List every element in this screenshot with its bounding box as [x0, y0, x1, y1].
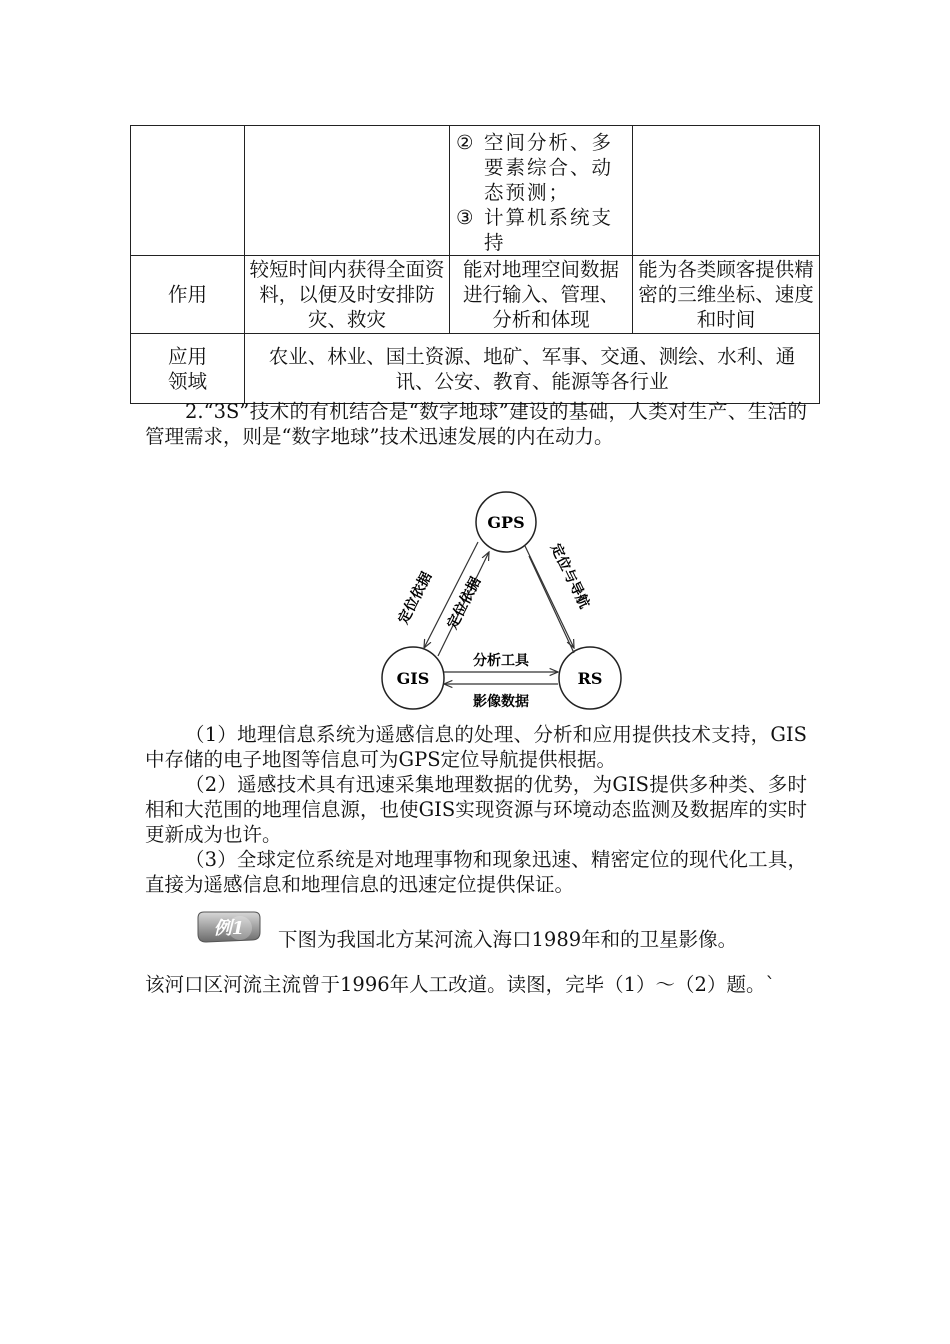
list-number: ②	[456, 131, 474, 154]
paragraph: （2）遥感技术具有迅速采集地理数据的优势，为GIS提供多种类、多时相和大范围的地理信息源，也使GIS实现资源与环境动态监测及数据库的实时更新成为也许。	[145, 773, 807, 846]
list-item	[456, 130, 626, 205]
example-badge	[196, 910, 262, 944]
gis-label: GIS	[396, 669, 430, 688]
table-row	[131, 126, 820, 256]
paragraph: （3）全球定位系统是对地理事物和现象迅速、精密定位的现代化工具，直接为遥感信息和地理信息的迅速定位提供保证。	[145, 848, 807, 896]
image-data-label: 影像数据	[473, 694, 529, 710]
comparison-table	[130, 125, 820, 404]
right-label: 定位与导航	[547, 541, 593, 612]
list-text: 空间分析、多要素综合、动态预测；	[484, 131, 614, 204]
paragraph: 2.“3S”技术的有机结合是“数字地球”建设的基础，人类对生产、生活的管理需求，则是“数字地球”技术迅速发展的内在动力。	[145, 400, 807, 448]
example-badge-text: 例1	[213, 918, 245, 939]
analysis-tool-label: 分析工具	[473, 653, 529, 669]
table-cell	[633, 126, 820, 256]
list-item	[456, 205, 626, 255]
table-cell	[245, 126, 450, 256]
table-cell: 较短时间内获得全面资料，以便及时安排防灾、救灾	[245, 256, 450, 334]
left-outer-label: 定位依据	[395, 569, 436, 627]
table-cell: 能对地理空间数据进行输入、管理、分析和体现	[450, 256, 633, 334]
list-number: ③	[456, 206, 474, 229]
table-cell	[131, 126, 245, 256]
left-inner-label: 定位依据	[444, 574, 485, 632]
table-cell: 能为各类顾客提供精密的三维坐标、速度和时间	[633, 256, 820, 334]
rs-label: RS	[577, 669, 603, 688]
3s-relationship-diagram	[378, 490, 628, 722]
example-question-line: 下图为我国北方某河流入海口1989年和的卫星影像。	[278, 928, 738, 951]
list-text: 计算机系统支持	[484, 206, 614, 254]
table-cell: 农业、林业、国土资源、地矿、军事、交通、测绘、水利、通讯、公安、教育、能源等各行业	[245, 334, 820, 404]
table-cell	[450, 126, 633, 256]
table-row	[131, 256, 820, 334]
row-label: 应用领域	[131, 334, 245, 404]
example-question-continuation: 该河口区河流主流曾于1996年人工改道。读图，完毕（1）～（2）题。`	[145, 973, 776, 996]
table-row	[131, 334, 820, 404]
row-label: 作用	[131, 256, 245, 334]
gps-label: GPS	[487, 513, 525, 532]
paragraph: （1）地理信息系统为遥感信息的处理、分析和应用提供技术支持，GIS中存储的电子地图等信息可为GPS定位导航提供根据。	[145, 723, 807, 771]
